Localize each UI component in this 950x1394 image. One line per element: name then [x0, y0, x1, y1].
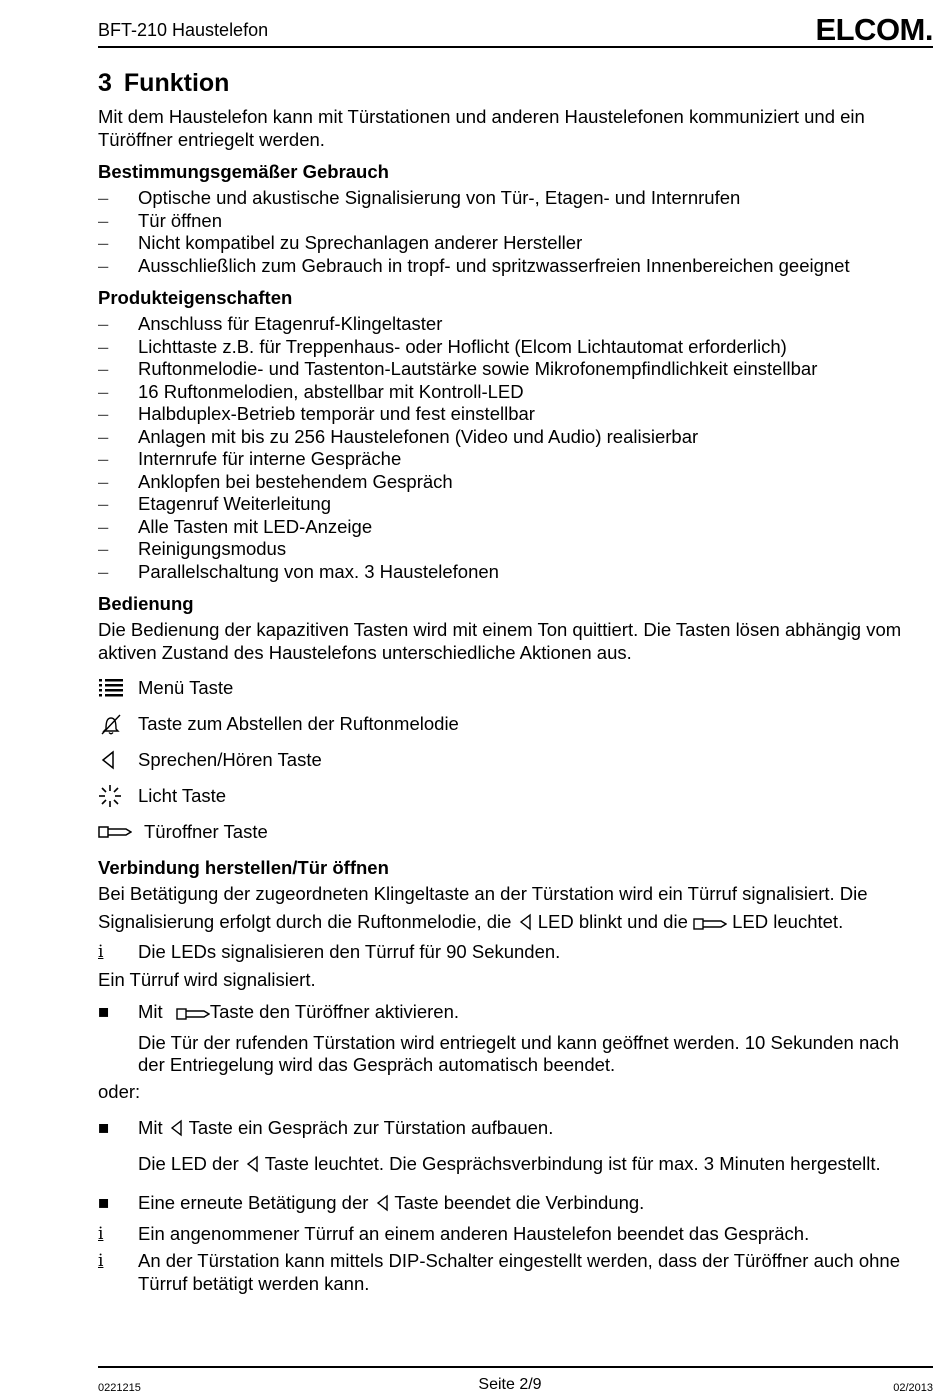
- connection-text-1: Bei Betätigung der zugeordneten Klingeltaste an der Türstation wird ein Türruf signalisiert. Die: [98, 883, 868, 904]
- or-text: oder:: [98, 1080, 141, 1102]
- key-row-menu: [98, 670, 923, 706]
- dash-icon: –: [98, 448, 109, 469]
- dash-icon: –: [98, 313, 109, 334]
- dash-icon: –: [98, 470, 109, 492]
- document-title: BFT-210 Haustelefon: [98, 20, 269, 40]
- bullet-icon: ■: [98, 1117, 110, 1138]
- list-item: – Anlagen mit bis zu 256 Haustelefonen (Video und Audio) realisierbar: [98, 425, 699, 447]
- page-content: [98, 66, 923, 1295]
- key-row-bell-off: [98, 706, 923, 742]
- list-item: – Nicht kompatibel zu Sprechanlagen anderer Hersteller: [98, 232, 583, 253]
- connection-text-2: Signalisierung erfolgt durch die Ruftonmelodie, die LED blinkt und die LED leuchtet.: [98, 911, 923, 937]
- brand-logo: ELCOM.: [815, 12, 933, 47]
- speaker-icon: [168, 1119, 184, 1143]
- list-item: – Ruftonmelodie- und Tastenton-Lautstärke sowie Mikrofonempfindlichkeit einstellbar: [98, 358, 818, 379]
- key-row-light: [98, 778, 923, 814]
- info-icon: i: [98, 942, 104, 962]
- dash-icon: –: [98, 560, 109, 582]
- dash-icon: –: [98, 209, 109, 231]
- header-divider: [98, 46, 933, 48]
- section-number: 3: [98, 69, 112, 97]
- list-item: – Alle Tasten mit LED-Anzeige: [98, 515, 373, 537]
- bell-off-icon: [98, 712, 138, 736]
- info-note: i Ein angenommener Türruf an einem anderen Haustelefon beendet das Gespräch.: [98, 1222, 810, 1244]
- list-item: – Etagenruf Weiterleitung: [98, 493, 331, 514]
- dash-icon: –: [98, 335, 109, 357]
- dash-icon: –: [98, 187, 109, 208]
- info-icon: i: [98, 1223, 104, 1244]
- section-heading: [98, 66, 923, 100]
- step-2: ■ Mit Taste ein Gespräch zur Türstation aufbauen.: [98, 1117, 923, 1143]
- properties-heading: Produkteigenschaften: [98, 287, 293, 308]
- dash-icon: –: [98, 493, 109, 514]
- key-row-speaker: [98, 742, 923, 778]
- speaker-icon: [517, 913, 533, 937]
- info-note: i An der Türstation kann mittels DIP-Schalter eingestellt werden, dass der Türöffner auch ohne Türruf betätigt werden kann.: [98, 1250, 900, 1294]
- light-icon: [98, 784, 138, 808]
- list-item: – Ausschließlich zum Gebrauch in tropf- und spritzwasserfreien Innenbereichen geeignet: [98, 254, 850, 276]
- page-header: [98, 12, 933, 47]
- dash-icon: –: [98, 403, 109, 424]
- key-label: Taste zum Abstellen der Ruftonmelodie: [138, 712, 459, 734]
- section-title: Funktion: [123, 69, 230, 97]
- list-item: – 16 Ruftonmelodien, abstellbar mit Kontroll-LED: [98, 380, 524, 402]
- footer-divider: [98, 1366, 933, 1368]
- info-note: i Die LEDs signalisieren den Türruf für 90 Sekunden.: [98, 941, 561, 962]
- key-label: Menü Taste: [138, 676, 234, 698]
- dash-icon: –: [98, 358, 109, 379]
- connection-text-3: Ein Türruf wird signalisiert.: [98, 968, 316, 990]
- bullet-icon: ■: [98, 1001, 110, 1022]
- usage-heading: Bestimmungsgemäßer Gebrauch: [98, 161, 389, 182]
- list-item: – Parallelschaltung von max. 3 Haustelefonen: [98, 560, 499, 582]
- list-item: – Lichttaste z.B. für Treppenhaus- oder Hoflicht (Elcom Lichtautomat erforderlich): [98, 335, 787, 357]
- dash-icon: –: [98, 254, 109, 276]
- section-intro: Mit dem Haustelefon kann mit Türstationen und anderen Haustelefonen kommuniziert und ein Türöffner entriegelt werden.: [98, 106, 865, 150]
- step-2-detail: Die LED der Taste leuchtet. Die Gesprächsverbindung ist für max. 3 Minuten hergestellt.: [98, 1153, 923, 1179]
- key-label: Licht Taste: [138, 784, 227, 806]
- dash-icon: –: [98, 515, 109, 537]
- list-item: – Internrufe für interne Gespräche: [98, 448, 402, 469]
- list-item: – Tür öffnen: [98, 209, 222, 231]
- list-item: – Optische und akustische Signalisierung von Tür-, Etagen- und Internrufen: [98, 187, 741, 208]
- dash-icon: –: [98, 538, 109, 559]
- list-item: – Reinigungsmodus: [98, 538, 287, 559]
- document-date: 02/2013: [893, 1382, 933, 1394]
- key-label: Sprechen/Hören Taste: [138, 748, 322, 770]
- operation-heading: Bedienung: [98, 593, 194, 614]
- step-3: ■ Eine erneute Betätigung der Taste beendet die Verbindung.: [98, 1192, 923, 1218]
- usage-list: [98, 187, 923, 277]
- speaker-icon: [98, 749, 138, 771]
- dash-icon: –: [98, 380, 109, 402]
- speaker-icon: [244, 1155, 260, 1179]
- dash-icon: –: [98, 425, 109, 447]
- key-icon: [176, 1004, 210, 1027]
- step-1: ■ Mit Taste den Türöffner aktivieren.: [98, 1001, 923, 1027]
- properties-list: [98, 313, 923, 583]
- menu-icon: [98, 677, 138, 699]
- key-icon: [98, 824, 144, 840]
- list-item: – Halbduplex-Betrieb temporär und fest einstellbar: [98, 403, 535, 424]
- connection-heading: Verbindung herstellen/Tür öffnen: [98, 857, 389, 878]
- bullet-icon: ■: [98, 1192, 110, 1213]
- page-number: Seite 2/9: [478, 1376, 542, 1393]
- list-item: – Anschluss für Etagenruf-Klingeltaster: [98, 313, 443, 334]
- list-item: – Anklopfen bei bestehendem Gespräch: [98, 470, 453, 492]
- operation-text: Die Bedienung der kapazitiven Tasten wird mit einem Ton quittiert. Die Tasten lösen abhängig vom aktiven Zustand des Haustelefons unterschiedliche Aktionen aus.: [98, 619, 902, 663]
- step-1-detail: Die Tür der rufenden Türstation wird entriegelt und kann geöffnet werden. 10 Sekunden nach der Entriegelung wird das Gespräch automatisch beendet.: [138, 1031, 900, 1075]
- dash-icon: –: [98, 232, 109, 253]
- info-icon: i: [98, 1251, 104, 1271]
- speaker-icon: [374, 1194, 390, 1218]
- document-number: 0221215: [98, 1382, 141, 1394]
- key-row-door-opener: [98, 814, 923, 850]
- key-label: Türoffner Taste: [144, 820, 268, 842]
- key-icon: [693, 914, 727, 937]
